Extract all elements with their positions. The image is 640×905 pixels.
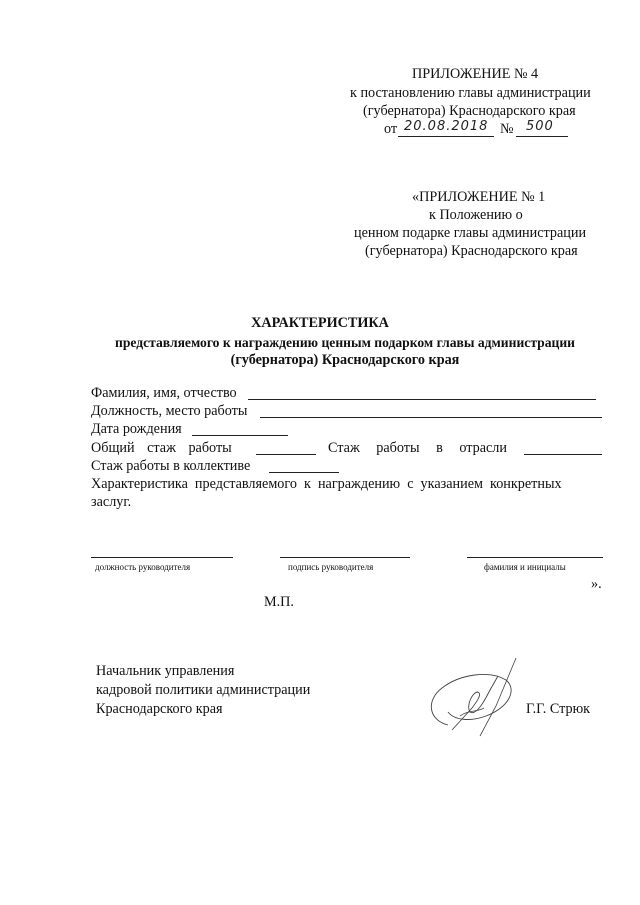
appendix-1-line-2: ценном подарке главы администрации (354, 225, 587, 241)
team-experience-label: Стаж работы в коллективе (91, 458, 251, 474)
birth-date-label: Дата рождения (91, 421, 182, 437)
appendix-1-line-1: к Положению о (429, 207, 523, 223)
birth-date-field-line[interactable] (192, 435, 288, 436)
position-field-line[interactable] (260, 417, 602, 418)
date-underline (398, 136, 494, 137)
appendix-4-line-1: к постановлению главы администрации (350, 85, 591, 101)
appendix-4-title: ПРИЛОЖЕНИЕ № 4 (412, 66, 539, 82)
number-underline (516, 136, 568, 137)
position-label: Должность, место работы (91, 403, 248, 419)
team-experience-field-line[interactable] (269, 472, 339, 473)
number-prefix: № (500, 121, 514, 137)
document-subtitle-line-2: (губернатора) Краснодарского края (230, 352, 460, 368)
appendix-1-line-3: (губернатора) Краснодарского края (365, 243, 578, 259)
document-subtitle-line-1: представляемого к награждению ценным подарком главы администрации (114, 335, 576, 350)
characteristic-label-line-1: Характеристика представляемого к награждению с указанием конкретных (91, 476, 562, 492)
appendix-4-date-prefix: от (384, 121, 398, 137)
name-label: Фамилия, имя, отчество (91, 385, 237, 401)
appendix-4-line-2: (губернатора) Краснодарского края (363, 103, 576, 119)
manager-position-line[interactable] (91, 557, 233, 558)
appendix-1-title: «ПРИЛОЖЕНИЕ № 1 (412, 189, 546, 205)
handwritten-signature (420, 650, 530, 745)
name-field-line[interactable] (248, 399, 596, 400)
industry-experience-field-line[interactable] (524, 454, 602, 455)
total-experience-label: Общий стаж работы (91, 440, 232, 456)
document-title: ХАРАКТЕРИСТИКА (251, 315, 389, 331)
total-experience-field-line[interactable] (256, 454, 316, 455)
manager-signature-line[interactable] (280, 557, 410, 558)
footer-line-2: кадровой политики администрации (96, 682, 311, 698)
manager-name-line[interactable] (467, 557, 603, 558)
document-page: ПРИЛОЖЕНИЕ № 4 к постановлению главы администрации (губернатора) Краснодарского края от 20.08.2018 № 500 «ПРИЛОЖЕНИЕ № 1 к Положению о ценном подарке главы администрации (губернатора) Краснодарского края ХАРАКТЕРИСТИКА представляемого к награждению ценным подарком главы администрации (губернатора) Краснодарского края Фамилия, имя, отчество Должность, место работы Дата рождения Общий стаж работы Стаж работы в отрасли Стаж работы в коллективе Характеристика представляемого к награждению с указанием конкретных заслуг. должность руководителя подпись руководителя фамилия и инициалы ». М.П. Начальник управления кадровой политики администрации Краснодарского края Г.Г. Стрюк (0, 0, 640, 905)
footer-line-3: Краснодарского края (96, 701, 223, 717)
name-caption: фамилия и инициалы (484, 562, 566, 572)
signature-caption: подпись руководителя (288, 562, 374, 572)
industry-experience-label: Стаж работы в отрасли (328, 440, 507, 456)
footer-line-1: Начальник управления (96, 663, 235, 679)
position-caption: должность руководителя (95, 562, 191, 572)
characteristic-label-line-2: заслуг. (91, 494, 132, 510)
stamp-mark: М.П. (264, 594, 294, 610)
closing-quote: ». (591, 576, 602, 592)
signer-name: Г.Г. Стрюк (526, 701, 591, 717)
